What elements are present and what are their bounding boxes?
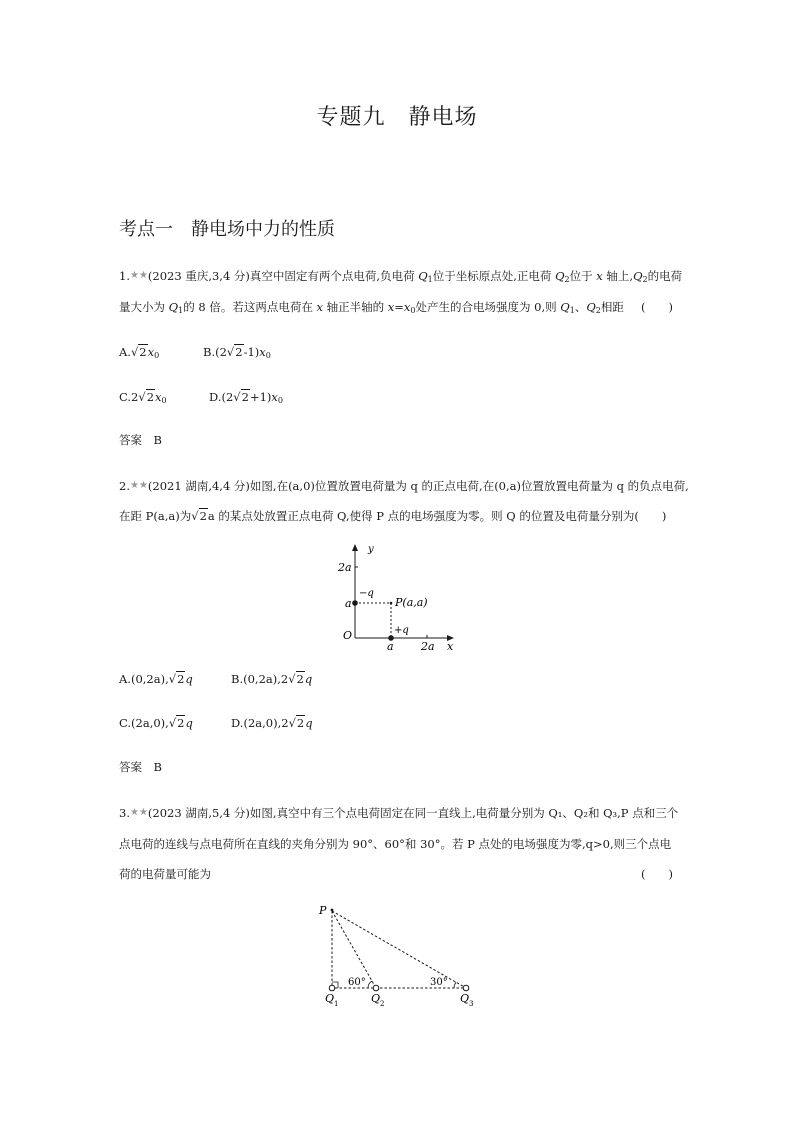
q2-option-d[interactable]: D.(2a,0),2√2q: [231, 716, 313, 730]
page-title: 专题九 静电场: [316, 105, 478, 130]
sqrt-icon: √2: [288, 672, 304, 686]
sqrt-icon: √2: [233, 390, 249, 404]
label-p: P: [319, 904, 327, 917]
label-plus-q: +q: [394, 625, 409, 636]
q3-line2: 点电荷的连线与点电荷所在直线的夹角分别为 90°、60°和 30°。若 P 点处的电场强度为零,q>0,则三个点电: [119, 837, 672, 851]
label-minus-q: −q: [359, 588, 374, 599]
q3-answer-paren: ( ): [641, 867, 673, 881]
q2-option-c[interactable]: C.(2a,0),√2q: [119, 716, 193, 730]
point-p: [390, 602, 393, 605]
q3-figure: [310, 898, 485, 1013]
label-y: y: [368, 544, 374, 555]
charge-q1: [329, 985, 335, 991]
q1-option-d[interactable]: $D.(2√2+1)x_0$: [209, 390, 283, 405]
q2-figure: [330, 540, 465, 655]
label-x: x: [447, 640, 454, 653]
sqrt-icon: √2: [168, 716, 185, 730]
angle-60-arc: [368, 981, 372, 988]
sqrt-icon: √2: [191, 509, 207, 523]
q2-line1: 2.★★(2021 湖南,4,4 分)如图,在(a,0)位置放置电荷量为 q 的正点电荷,在(0,a)位置放置电荷量为 q 的负点电荷,: [119, 479, 689, 493]
q2-option-b[interactable]: B.(0,2a),2√2q: [231, 672, 313, 686]
sqrt-icon: √2: [130, 345, 147, 359]
angle-30-arc: [454, 982, 456, 988]
q1-option-a[interactable]: $A.√2x_0$: [119, 345, 160, 360]
charge-q2: [373, 985, 379, 991]
q3-line3: 荷的电荷量可能为: [119, 867, 211, 881]
q1-line1: 1.★★(2023 重庆,3,4 分)真空中固定有两个点电荷,负电荷 $Q_1$位于坐标原点处,正电荷 $Q_2$位于 x 轴上$,Q_2$的电荷: [119, 269, 683, 284]
sqrt-icon: √2: [168, 672, 185, 686]
label-p: P(a,a): [395, 596, 428, 609]
label-a-y: a: [345, 597, 352, 610]
label-a-x: a: [387, 640, 394, 653]
label-60: 60°: [348, 977, 366, 988]
negative-charge: [352, 600, 358, 606]
q2-line2: 在距 P(a,a)为√2a 的某点处放置正点电荷 Q,使得 P 点的电场强度为零。则 Q 的位置及电荷量分别为( ): [119, 509, 667, 523]
label-q1-sub: 1: [334, 1000, 339, 1008]
difficulty-star-icon: ★★: [129, 270, 148, 281]
sqrt-icon: √2: [138, 390, 155, 404]
difficulty-star-icon: ★★: [129, 807, 148, 818]
point-p: [331, 909, 334, 912]
charge-q3: [463, 985, 469, 991]
q2-option-a[interactable]: A.(0,2a),√2q: [119, 672, 193, 686]
label-q3-sub: 3: [469, 1000, 474, 1008]
sqrt-icon: √2: [226, 345, 243, 359]
q1-answer: 答案 B: [119, 433, 162, 447]
label-q2-sub: 2: [380, 1000, 385, 1008]
label-2a-y: 2a: [338, 561, 352, 574]
label-2a-x: 2a: [421, 640, 435, 653]
label-q1: Q: [325, 992, 335, 1005]
q1-answer-paren: ( ): [641, 300, 673, 314]
label-q3: Q: [460, 992, 470, 1005]
label-q2: Q: [371, 992, 381, 1005]
label-origin: O: [343, 629, 353, 642]
q2-answer: 答案 B: [119, 760, 162, 774]
section-heading: 考点一 静电场中力的性质: [119, 219, 335, 240]
sqrt-icon: √2: [288, 716, 305, 730]
y-arrow-icon: [352, 544, 358, 551]
q1-option-b[interactable]: $B.(2√2-1)x_0$: [203, 345, 271, 360]
q1-option-c[interactable]: $C.2√2x_0$: [119, 390, 167, 405]
q3-line1: 3.★★(2023 湖南,5,4 分)如图,真空中有三个点电荷固定在同一直线上,电荷量分别为 Q₁、Q₂和 Q₃,P 点和三个: [119, 806, 679, 820]
q1-number: 1.: [119, 269, 130, 283]
difficulty-star-icon: ★★: [129, 480, 148, 491]
label-30: 30°: [430, 977, 448, 988]
q1-line2: 量大小为 $Q_1$的 8 倍。若这两点电荷在 x 轴正半轴的 $x=x_0$处产生的合电场强度为 0,则 $Q_1$、$Q_2$相距: [119, 300, 624, 315]
